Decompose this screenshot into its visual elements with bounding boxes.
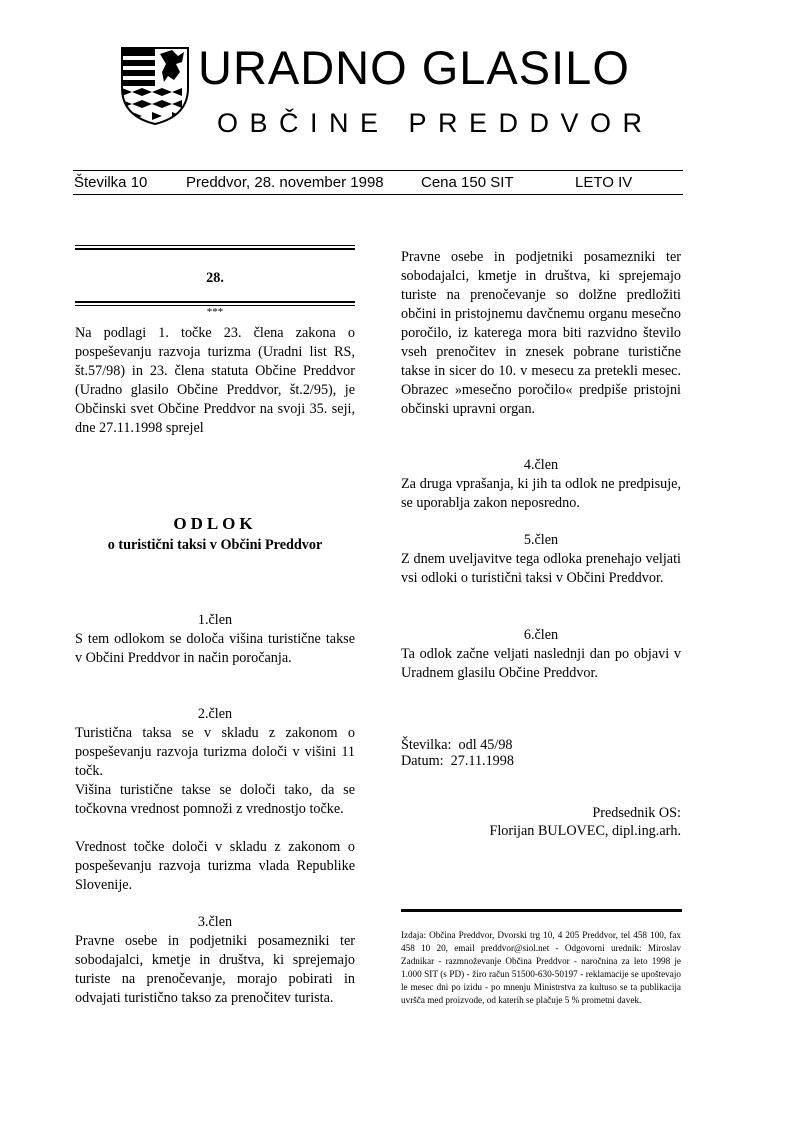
imprint-rule — [401, 909, 682, 912]
article-2-heading: 2.člen — [197, 706, 233, 722]
article-1-heading: 1.člen — [197, 612, 233, 628]
document-title: ODLOK — [173, 514, 257, 533]
article-2-paragraph-3: Vrednost točke določi v skladu z zakonom o pospeševanju razvoja turizma vlada Republike Slovenije. — [75, 839, 355, 893]
reference-date: Datum: 27.11.1998 — [401, 753, 514, 769]
reference-number: Številka: odl 45/98 — [401, 737, 513, 753]
signature-role: Predsednik OS: — [592, 805, 681, 821]
article-3-continuation: Pravne osebe in podjetniki posamezniki ter sobodajalci, kmetje in društva, ki sprejemajo turiste na prenočevanje so dolžne predložiti občini in pristojnemu davčnemu organu mesečno poročilo, iz katerega mora biti razvidno število vseh prenočitev in znesek pobrane turistične takse in sicer do 10. v mesecu za pretekli mesec. Obrazec »mesečno poročilo« predpiše pristojni občinski upravni organ. — [401, 249, 681, 417]
issue-year: LETO IV — [575, 174, 633, 191]
article-2-paragraph-2: Višina turistične takse se določi tako, da se točkovna vrednost pomnoži z vrednostjo točke. — [75, 782, 355, 817]
coat-of-arms-icon — [120, 46, 190, 126]
issue-number: Številka 10 — [74, 174, 148, 191]
article-6-heading: 6.člen — [523, 627, 559, 643]
imprint-text: Izdaja: Občina Preddvor, Dvorski trg 10, 4 205 Preddvor, tel 458 100, fax 458 10 20, email preddvor@siol.net - Odgovorni urednik: Miroslav Zadnikar - razmnoževanje Občina Preddvor - naročnina za leto 1998 je 1.000 SIT (s PD) - žiro račun 51500-630-50197 - reklamacije se upoštevajo le mesec dni po izidu - po mnenju Ministrstva za kultuso se ta publikacija uvršča med proizvode, od katerih se plačuje 5 % prometni davek. — [401, 930, 681, 1005]
article-4-heading: 4.člen — [523, 457, 559, 473]
article-5-heading: 5.člen — [523, 532, 559, 548]
top-rule — [73, 170, 683, 171]
masthead-subtitle: OBČINE PREDDVOR — [217, 108, 654, 138]
issue-place-date: Preddvor, 28. november 1998 — [186, 174, 384, 191]
article-3-text: Pravne osebe in podjetniki posamezniki ter sobodajalci, kmetje in društva, ki sprejemajo turiste na prenočevanje, morajo pobirati in odvajati turistično takso za prenočitev turista. — [75, 933, 355, 1006]
info-bottom-rule — [73, 194, 683, 195]
left-rule-1 — [75, 245, 355, 246]
issue-price: Cena 150 SIT — [421, 174, 514, 191]
stars-separator: *** — [206, 306, 224, 318]
article-4-text: Za druga vprašanja, ki jih ta odlok ne predpisuje, se uporablja zakon neposredno. — [401, 476, 681, 511]
article-6-text: Ta odlok začne veljati naslednji dan po objavi v Uradnem glasilu Občine Preddvor. — [401, 646, 681, 681]
preamble-paragraph: Na podlagi 1. točke 23. člena zakona o pospeševanju razvoja turizma (Uradni list RS, št.57/98) in 23. člena statuta Občine Preddvor (Uradno glasilo Občine Preddvor, št.2/95), je Občinski svet Občine Preddvor na svoji 35. seji, dne 27.11.1998 sprejel — [75, 325, 355, 436]
document-subtitle: o turistični taksi v Občini Preddvor — [107, 537, 323, 553]
article-1-text: S tem odlokom se določa višina turistične takse v Občini Preddvor in način poročanja. — [75, 631, 355, 666]
masthead-title: URADNO GLASILO — [198, 41, 630, 94]
item-number: 28. — [206, 270, 224, 286]
article-3-heading: 3.člen — [197, 914, 233, 930]
article-2-paragraph-1: Turistična taksa se v skladu z zakonom o pospeševanju razvoja turizma določi v višini 11 točk. — [75, 725, 355, 779]
left-rule-2 — [75, 248, 355, 250]
article-5-text: Z dnem uveljavitve tega odloka prenehajo veljati vsi odloki o turistični taksi v Občini Preddvor. — [401, 551, 681, 586]
signature-name: Florijan BULOVEC, dipl.ing.arh. — [489, 823, 681, 839]
